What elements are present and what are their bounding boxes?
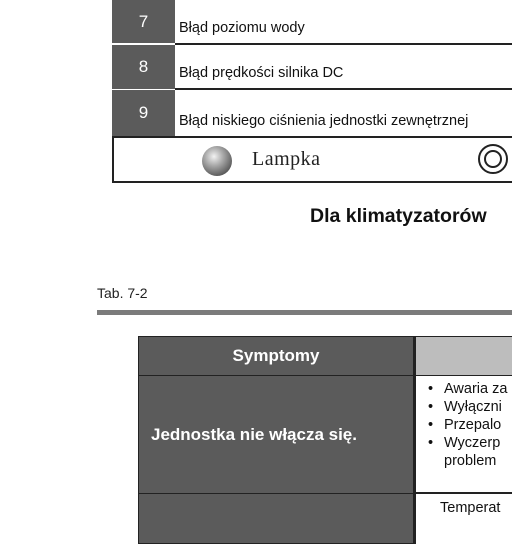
- table-row: [112, 90, 512, 136]
- divider: [97, 310, 512, 315]
- error-description: Błąd poziomu wody: [175, 0, 512, 45]
- table-caption: Tab. 7-2: [97, 285, 148, 301]
- error-description: Błąd niskiego ciśnienia jednostki zewnętrznej: [179, 113, 469, 129]
- list-item: • Awaria za: [428, 381, 508, 397]
- table-row: [112, 45, 512, 90]
- error-number: 9: [112, 90, 175, 136]
- section-heading: Dla klimatyzatorów: [310, 205, 487, 227]
- causes-cell: [414, 376, 512, 494]
- lamp-label: Lampka: [252, 148, 321, 170]
- list-item: • Przepalo: [428, 417, 502, 433]
- causes-cell: Temperat: [414, 494, 512, 544]
- causes-header: [414, 336, 512, 376]
- list-item: • Wyłączni: [428, 399, 502, 415]
- list-item: • Wyczerp: [428, 435, 501, 451]
- cause-continuation: problem: [444, 453, 497, 469]
- table-row: [112, 0, 512, 43]
- error-number: 7: [112, 0, 175, 44]
- cause-text: Przepalo: [444, 417, 502, 433]
- cause-text: Awaria za: [444, 381, 508, 397]
- lamp-icon: [202, 146, 232, 176]
- error-number: 8: [112, 45, 175, 90]
- legend-row: [112, 136, 512, 183]
- symptom-cell: [138, 494, 414, 544]
- symptom-cell: Jednostka nie włącza się.: [138, 376, 414, 494]
- cause-text: Wyłączni: [444, 399, 502, 415]
- symptoms-header: Symptomy: [138, 336, 414, 376]
- cause-text: Wyczerp: [444, 435, 501, 451]
- double-circle-icon: [478, 144, 508, 174]
- symptoms-table: [138, 336, 512, 536]
- error-description: Błąd prędkości silnika DC: [175, 45, 512, 90]
